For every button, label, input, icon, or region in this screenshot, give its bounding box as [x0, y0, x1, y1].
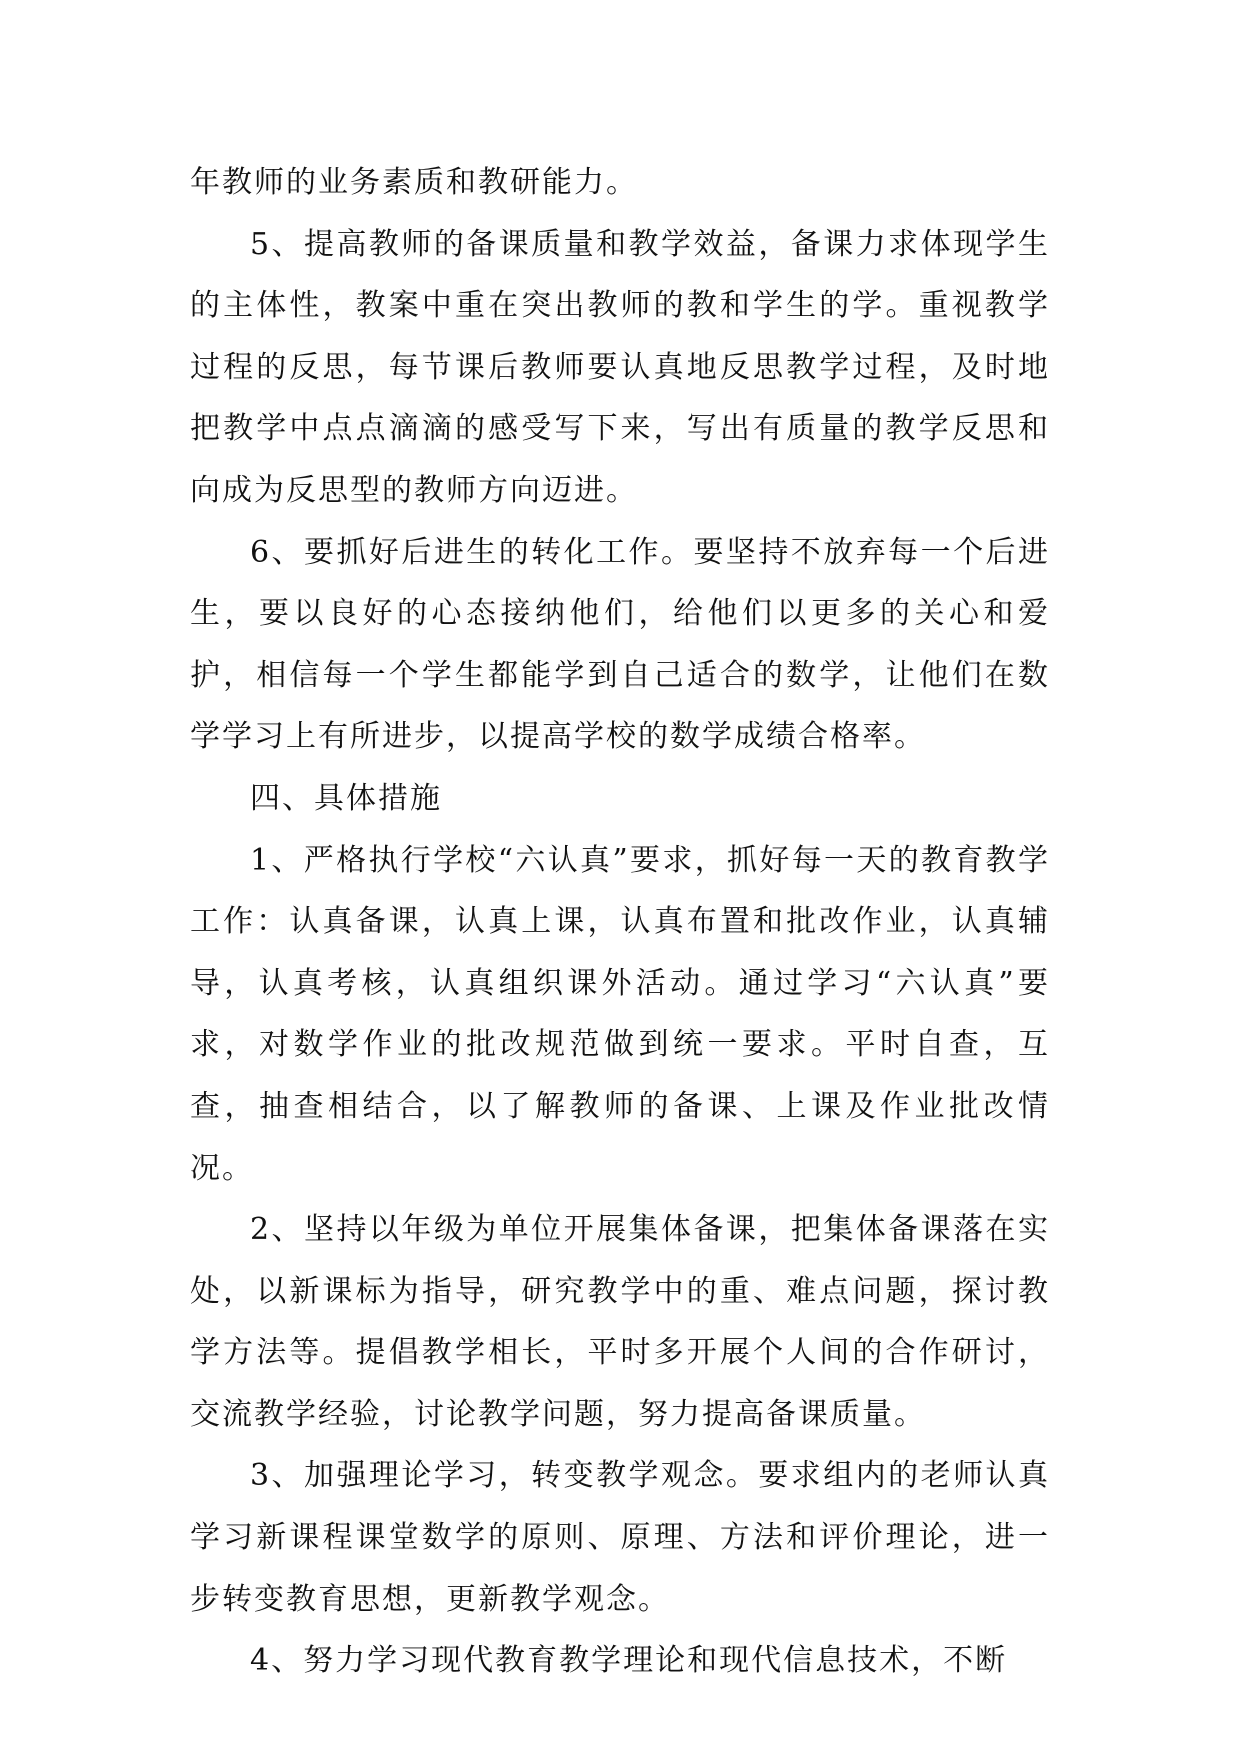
- measure-item-3: 3、加强理论学习，转变教学观念。要求组内的老师认真学习新课程课堂数学的原则、原理、方法和评价理论，进一步转变教育思想，更新教学观念。: [190, 1458, 1050, 1617]
- document-body: [190, 152, 1050, 1692]
- measure-item-1: 1、严格执行学校“六认真”要求，抓好每一天的教育教学工作：认真备课，认真上课，认真布置和批改作业，认真辅导，认真考核，认真组织课外活动。通过学习“六认真”要求，对数学作业的批改规范做到统一要求。平时自查，互查，抽查相结合，以了解教师的备课、上课及作业批改情况。: [190, 842, 1050, 1186]
- paragraph-continuation: 年教师的业务素质和教研能力。: [190, 165, 638, 200]
- measure-item-2: 2、坚持以年级为单位开展集体备课，把集体备课落在实处，以新课标为指导，研究教学中的重、难点问题，探讨教学方法等。提倡教学相长，平时多开展个人间的合作研讨，交流教学经验，讨论教学问题，努力提高备课质量。: [190, 1212, 1050, 1432]
- paragraph-item-5: 5、提高教师的备课质量和教学效益，备课力求体现学生的主体性，教案中重在突出教师的教和学生的学。重视教学过程的反思，每节课后教师要认真地反思教学过程，及时地把教学中点点滴滴的感受写下来，写出有质量的教学反思和向成为反思型的教师方向迈进。: [190, 226, 1050, 508]
- section-heading: 四、具体措施: [250, 780, 442, 816]
- paragraph-item-6: 6、要抓好后进生的转化工作。要坚持不放弃每一个后进生，要以良好的心态接纳他们，给他们以更多的关心和爱护，相信每一个学生都能学到自己适合的数学，让他们在数学学习上有所进步，以提高学校的数学成绩合格率。: [190, 534, 1050, 755]
- measure-item-4: 4、努力学习现代教育教学理论和现代信息技术，不断: [250, 1643, 1008, 1679]
